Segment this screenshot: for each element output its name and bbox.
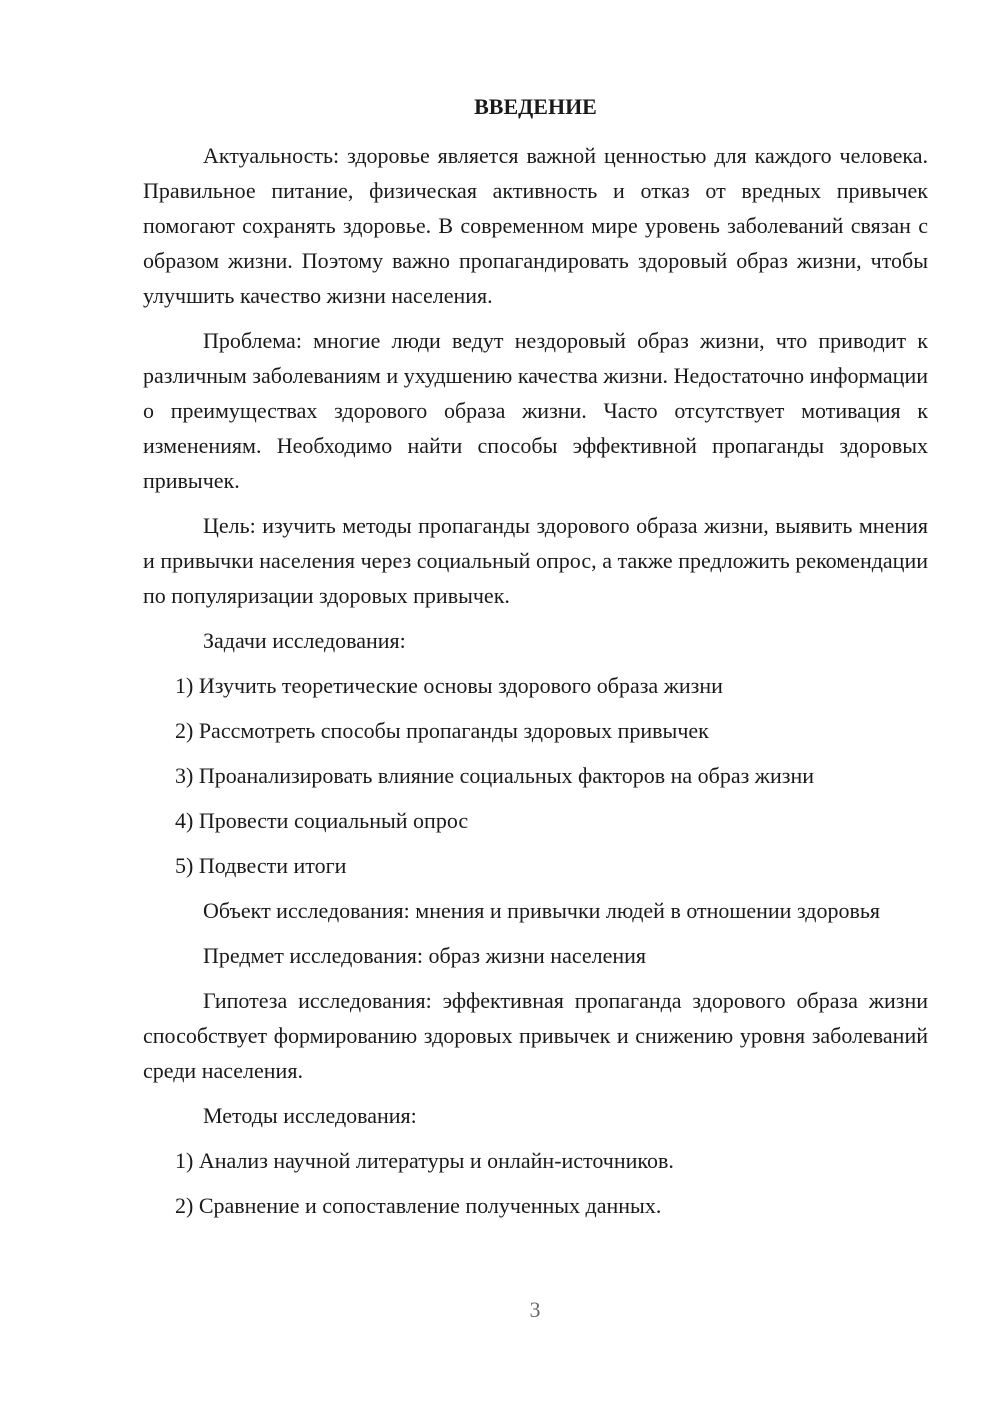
object-paragraph: Объект исследования: мнения и привычки людей в отношении здоровья xyxy=(203,898,880,923)
tasks-heading: Задачи исследования: xyxy=(203,628,406,653)
hypothesis-paragraph: Гипотеза исследования: эффективная пропаганда здорового образа жизни способствует формированию здоровых привычек и снижению уровня заболеваний среди населения. xyxy=(143,988,928,1083)
page-number: 3 xyxy=(529,1297,541,1322)
list-item: 5) Подвести итоги xyxy=(175,853,347,878)
goal-paragraph: Цель: изучить методы пропаганды здорового образа жизни, выявить мнения и привычки населения через социальный опрос, а также предложить рекомендации по популяризации здоровых привычек. xyxy=(143,513,928,608)
list-item: 1) Изучить теоретические основы здорового образа жизни xyxy=(175,673,723,698)
list-item: 2) Рассмотреть способы пропаганды здоровых привычек xyxy=(175,718,709,743)
problem-paragraph: Проблема: многие люди ведут нездоровый образ жизни, что приводит к различным заболеваниям и ухудшению качества жизни. Недостаточно информации о преимуществах здорового образа жизни. Часто отсутствует мотивация к изменениям. Необходимо найти способы эффективной пропаганды здоровых привычек. xyxy=(143,328,928,493)
list-item: 2) Сравнение и сопоставление полученных данных. xyxy=(175,1193,662,1218)
document-page xyxy=(143,92,928,1233)
subject-paragraph: Предмет исследования: образ жизни населения xyxy=(203,943,647,968)
list-item: 1) Анализ научной литературы и онлайн-источников. xyxy=(175,1148,674,1173)
page-title: ВВЕДЕНИЕ xyxy=(474,94,597,119)
tasks-list xyxy=(143,668,928,883)
list-item: 4) Провести социальный опрос xyxy=(175,808,469,833)
relevance-paragraph: Актуальность: здоровье является важной ценностью для каждого человека. Правильное питание, физическая активность и отказ от вредных привычек помогают сохранять здоровье. В современном мире уровень заболеваний связан с образом жизни. Поэтому важно пропагандировать здоровый образ жизни, чтобы улучшить качество жизни населения. xyxy=(143,143,928,308)
list-item: 3) Проанализировать влияние социальных факторов на образ жизни xyxy=(175,763,815,788)
methods-list xyxy=(143,1143,928,1223)
methods-heading: Методы исследования: xyxy=(203,1103,417,1128)
